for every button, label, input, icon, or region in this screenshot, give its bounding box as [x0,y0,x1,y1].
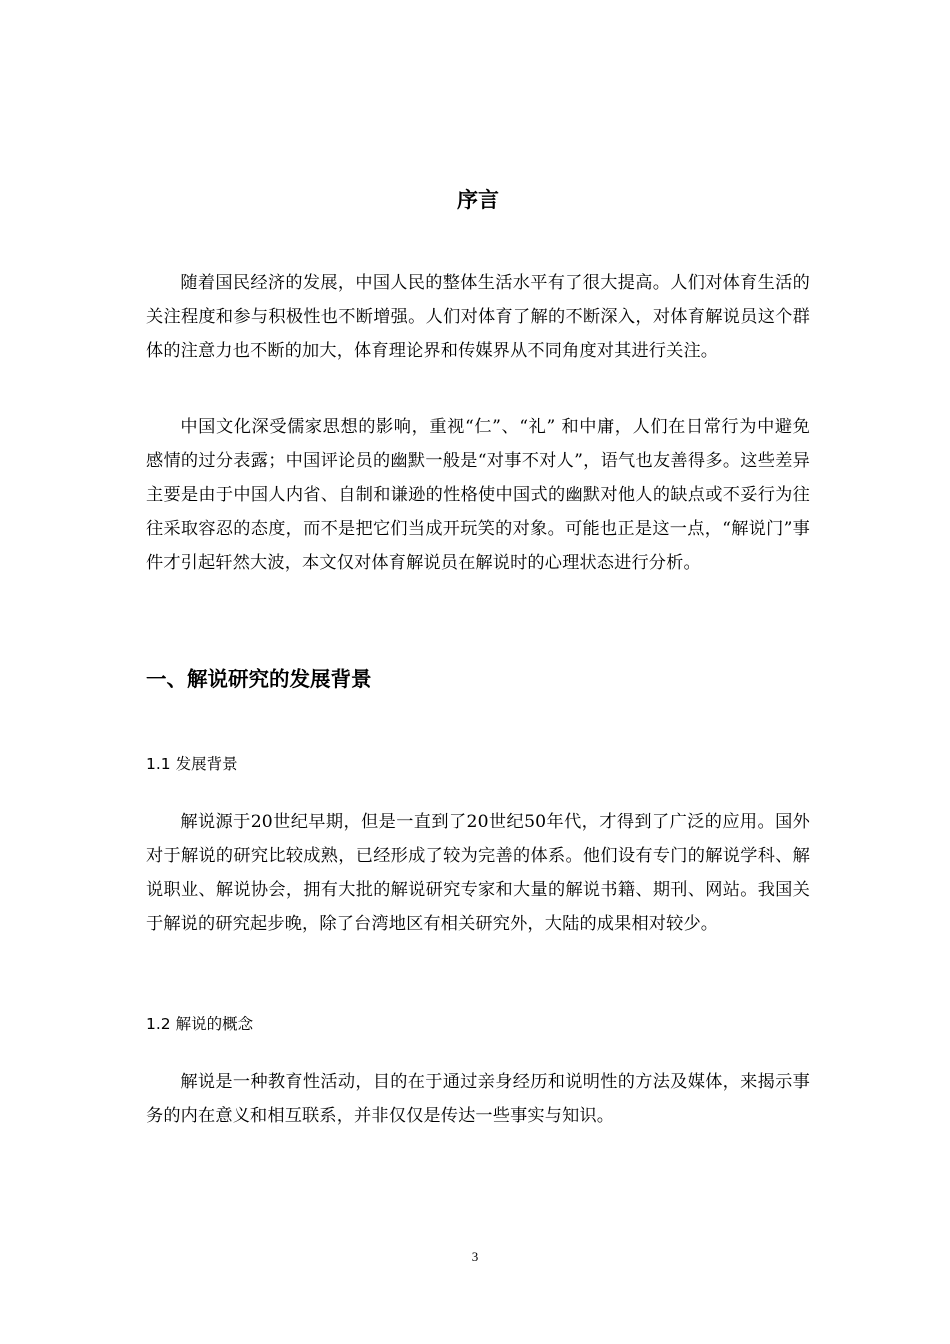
subsection-heading-1-2: 1.2 解说的概念 [146,1015,254,1033]
page-title: 序言 [457,188,499,212]
page-number: 3 [471,1249,479,1264]
preface-paragraph-2: 中国文化深受儒家思想的影响，重视“仁”、“礼” 和中庸，人们在日常行为中避免感情的过分表露；中国评论员的幽默一般是“对事不对人”，语气也友善得多。这些差异主要是由于中国人内省、自制和谦逊的性格使中国式的幽默对他人的缺点或不妥行为往往采取容忍的态度，而不是把它们当成开玩笑的对象。可能也正是这一点，“解说门”事件才引起轩然大波，本文仅对体育解说员在解说时的心理状态进行分析。 [146,417,810,573]
subsection-heading-1-1: 1.1 发展背景 [146,755,238,773]
subsection-1-1-paragraph: 解说源于20世纪早期，但是一直到了20世纪50年代，才得到了广泛的应用。国外对于解说的研究比较成熟，已经形成了较为完善的体系。他们设有专门的解说学科、解说职业、解说协会，拥有大批的解说研究专家和大量的解说书籍、期刊、网站。我国关于解说的研究起步晚，除了台湾地区有相关研究外，大陆的成果相对较少。 [146,812,810,934]
subsection-1-2-paragraph: 解说是一种教育性活动，目的在于通过亲身经历和说明性的方法及媒体，来揭示事务的内在意义和相互联系，并非仅仅是传达一些事实与知识。 [146,1072,810,1126]
section-heading: 一、解说研究的发展背景 [146,667,372,691]
preface-paragraph-1: 随着国民经济的发展，中国人民的整体生活水平有了很大提高。人们对体育生活的关注程度和参与积极性也不断增强。人们对体育了解的不断深入，对体育解说员这个群体的注意力也不断的加大，体育理论界和传媒界从不同角度对其进行关注。 [146,273,810,361]
